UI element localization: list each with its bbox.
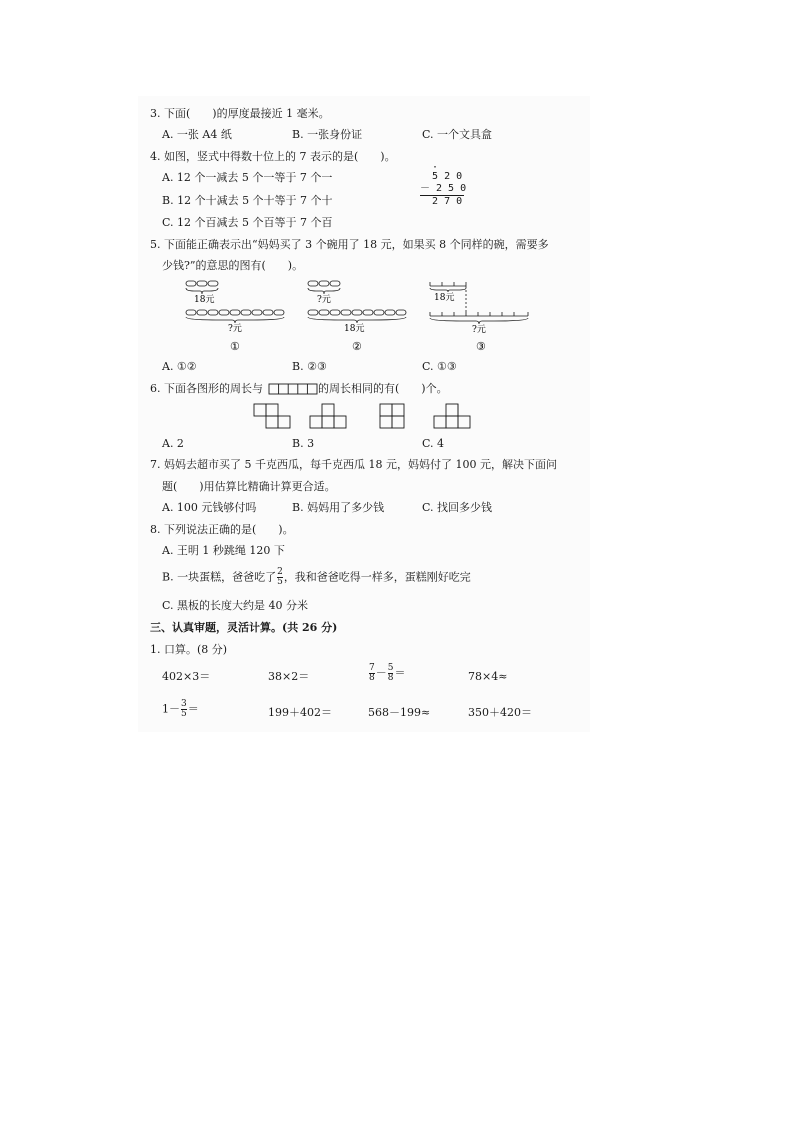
q4-option-a[interactable]: A. 12 个一减去 5 个一等于 7 个一	[162, 171, 333, 184]
fig1-top-label: 18元	[194, 295, 215, 305]
q7-option-c[interactable]: C. 找回多少钱	[422, 501, 493, 514]
vertical-row-1: 5 2 0	[420, 171, 463, 182]
fig3-caption: ③	[476, 340, 486, 353]
calc-2: 38×2＝	[268, 670, 310, 683]
q8-option-a[interactable]: A. 王明 1 秒跳绳 120 下	[162, 544, 285, 557]
q8-option-b-after: ，我和爸爸吃得一样多，蛋糕刚好吃完	[283, 570, 471, 584]
q5-option-b[interactable]: B. ②③	[292, 360, 327, 373]
vertical-row-3: 2 7 0	[420, 196, 463, 207]
calc-8: 350＋420＝	[468, 706, 532, 719]
fig1-caption: ①	[230, 340, 240, 353]
calc3-operator: －	[375, 666, 387, 680]
calc-3	[368, 664, 405, 683]
q3-stem: 3. 下面( )的厚度最接近 1 毫米。	[150, 107, 330, 120]
q6-option-b[interactable]: B. 3	[292, 437, 315, 450]
q4-option-c[interactable]: C. 12 个百减去 5 个百等于 7 个百	[162, 216, 333, 229]
q6-stem-before: 6. 下面各图形的周长与	[150, 382, 263, 395]
q8-option-b[interactable]	[162, 568, 471, 587]
q5-figure-1	[180, 278, 290, 354]
q6-reference-shape	[268, 383, 318, 395]
calc5-equals: ＝	[187, 702, 199, 716]
q4-stem: 4. 如图，竖式中得数十位上的 7 表示的是( )。	[150, 150, 396, 163]
calc-1: 402×3＝	[162, 670, 211, 683]
q8-option-b-before: B. 一块蛋糕，爸爸吃了	[162, 570, 277, 584]
calc5-numerator: 3	[181, 699, 187, 709]
calc3-frac1	[369, 664, 375, 683]
q5-figure-2	[300, 278, 410, 354]
q8-stem: 8. 下列说法正确的是( )。	[150, 523, 294, 536]
q5-option-a[interactable]: A. ①②	[162, 360, 197, 373]
q6-stem-after: 的周长相同的有( )个。	[318, 382, 448, 395]
q8-fraction	[277, 568, 283, 587]
section-3-sub1: 1. 口算。(8 分)	[150, 643, 228, 656]
calc-5	[162, 700, 199, 719]
q6-option-c[interactable]: C. 4	[422, 437, 445, 450]
q3-option-b[interactable]: B. 一张身份证	[292, 128, 363, 141]
q5-option-c[interactable]: C. ①③	[422, 360, 457, 373]
q7-stem-line2: 题( )用估算比精确计算更合适。	[162, 480, 336, 493]
q8-option-c[interactable]: C. 黑板的长度大约是 40 分米	[162, 599, 309, 612]
q4-option-b[interactable]: B. 12 个十减去 5 个十等于 7 个十	[162, 194, 333, 207]
fig2-caption: ②	[352, 340, 362, 353]
calc5-prefix: 1－	[162, 702, 180, 716]
calc-6: 199＋402＝	[268, 706, 332, 719]
calc3-equals: ＝	[394, 666, 406, 680]
fraction-numerator: 2	[277, 567, 283, 577]
q7-option-a[interactable]: A. 100 元钱够付吗	[162, 501, 257, 514]
borrow-dot: ·	[432, 162, 439, 173]
fig2-top-label: ?元	[317, 295, 331, 305]
calc-7: 568－199≈	[368, 706, 431, 719]
calc5-frac	[181, 700, 187, 719]
fig2-bottom-label: 18元	[344, 324, 365, 334]
frac1-denominator: 8	[369, 673, 375, 683]
vertical-row-2: － 2 5 0	[420, 183, 467, 194]
calc3-frac2	[388, 664, 394, 683]
frac2-numerator: 5	[387, 663, 394, 673]
fraction-denominator: 5	[277, 577, 283, 587]
q3-option-c[interactable]: C. 一个文具盒	[422, 128, 493, 141]
fig3-top-label: 18元	[434, 293, 455, 303]
fig1-bottom-label: ?元	[228, 324, 242, 334]
fig3-bottom-label: ?元	[472, 325, 486, 335]
calc5-denominator: 5	[181, 709, 187, 719]
q6-option-a[interactable]: A. 2	[162, 437, 184, 450]
q3-option-a[interactable]: A. 一张 A4 纸	[162, 128, 232, 141]
q5-figure-3	[424, 278, 534, 354]
section-3-title: 三、认真审题，灵活计算。(共 26 分)	[150, 621, 338, 634]
q4-vertical-subtraction	[420, 162, 467, 208]
q7-stem-line1: 7. 妈妈去超市买了 5 千克西瓜，每千克西瓜 18 元，妈妈付了 100 元，解决下面问	[150, 458, 557, 471]
calc-4: 78×4≈	[468, 670, 508, 683]
frac2-denominator: 8	[387, 673, 394, 683]
q5-stem-line2: 少钱?”的意思的图有( )。	[162, 259, 304, 272]
q7-option-b[interactable]: B. 妈妈用了多少钱	[292, 501, 385, 514]
q6-shapes	[250, 402, 480, 430]
q5-stem-line1: 5. 下面能正确表示出“妈妈买了 3 个碗用了 18 元，如果买 8 个同样的碗，需要多	[150, 238, 549, 251]
frac1-numerator: 7	[369, 663, 375, 673]
